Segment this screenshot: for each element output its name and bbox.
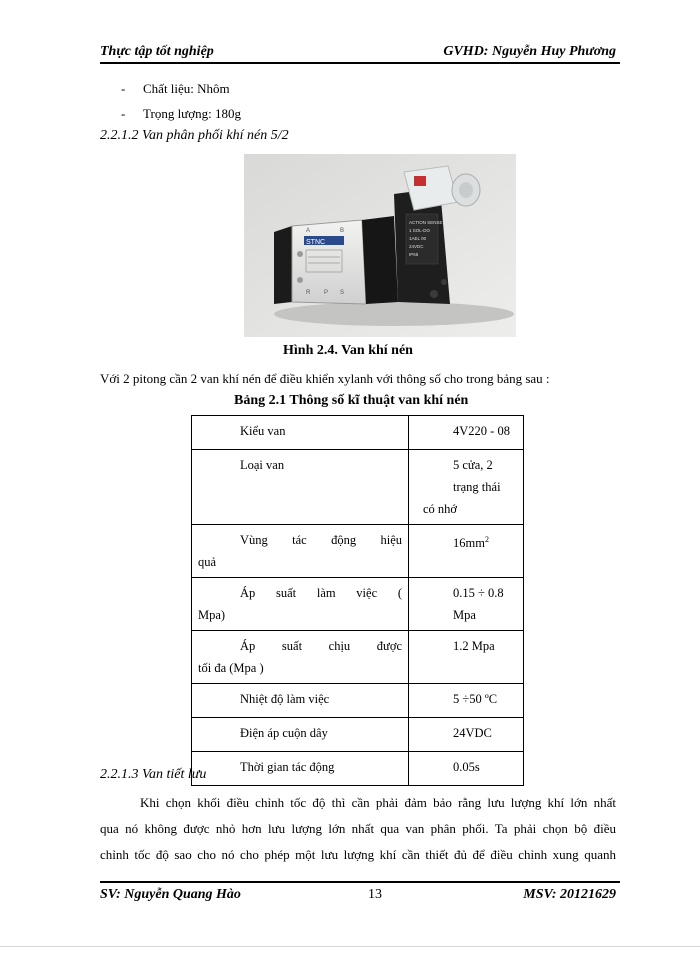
svg-text:R: R (306, 290, 311, 296)
table-row (192, 631, 524, 684)
list-item: - Trọng lượng: 180g (121, 106, 241, 121)
header-left: Thực tập tốt nghiệp (100, 44, 214, 59)
table-row (192, 450, 524, 525)
table-key: Áp suất làm việc ( Mpa) (192, 578, 409, 631)
table-value: 0.05s (409, 752, 524, 786)
table-row (192, 718, 524, 752)
table-value: 5 cửa, 2 trạng thái có nhớ (409, 450, 524, 525)
svg-text:S: S (340, 290, 345, 296)
svg-text:B: B (340, 228, 345, 234)
svg-text:1AEL 00: 1AEL 00 (409, 236, 427, 241)
table-key: Áp suất chịu được tối đa (Mpa ) (192, 631, 409, 684)
table-value: 4V220 - 08 (409, 416, 524, 450)
table-key: Điện áp cuộn dây (192, 718, 409, 752)
svg-text:A: A (306, 228, 311, 234)
spec-table (191, 415, 524, 786)
table-title: Bảng 2.1 Thông số kĩ thuật van khí nén (234, 393, 469, 408)
table-row (192, 578, 524, 631)
body-line: chỉnh tốc độ sao cho nó cho phép một lưu lượng khí cần thiết đủ để điều chỉnh xung quanh (100, 847, 616, 862)
figure-caption: Hình 2.4. Van khí nén (283, 343, 413, 358)
svg-text:1 SOL-DO: 1 SOL-DO (409, 228, 431, 233)
table-key: Thời gian tác động (192, 752, 409, 786)
table-row (192, 684, 524, 718)
table-key: Vùng tác động hiệu quả (192, 525, 409, 578)
footer-student: SV: Nguyễn Quang Hào (100, 887, 241, 902)
footer-rule (100, 881, 620, 883)
svg-text:ACTION SENSE: ACTION SENSE (409, 220, 443, 225)
table-key: Nhiệt độ làm việc (192, 684, 409, 718)
table-row (192, 416, 524, 450)
header-rule (100, 62, 620, 64)
table-row (192, 752, 524, 786)
page-number: 13 (368, 887, 382, 902)
table-value: $16mm^2$ (409, 525, 524, 578)
footer-student-id: MSV: 20121629 (523, 887, 616, 902)
list-item: - Chất liệu: Nhôm (121, 81, 230, 96)
table-value: 0.15 ÷ 0.8 Mpa (409, 578, 524, 631)
valve-photo (244, 154, 516, 337)
section-heading-throttle: 2.2.1.3 Van tiết lưu (100, 767, 207, 782)
table-value: 5 ÷50 ºC (409, 684, 524, 718)
table-key: Loại van (192, 450, 409, 525)
svg-text:24VDC: 24VDC (409, 244, 424, 249)
svg-text:P: P (324, 290, 329, 296)
brand-label: STNC (306, 239, 326, 246)
page-edge (0, 946, 700, 947)
intro-paragraph: Với 2 pitong cần 2 van khí nén để điều khiển xylanh với thông số cho trong bảng sau : (100, 371, 550, 386)
section-heading-valve: 2.2.1.2 Van phân phối khí nén 5/2 (100, 128, 289, 143)
table-value: 1.2 Mpa (409, 631, 524, 684)
body-line: qua nó không được nhỏ hơn lưu lượng lớn nhất qua van phân phối. Ta phải chọn bộ điều (100, 821, 616, 836)
table-row (192, 525, 524, 578)
table-value: 24VDC (409, 718, 524, 752)
table-key: Kiểu van (192, 416, 409, 450)
svg-text:IP65: IP65 (409, 252, 419, 257)
body-line: Khi chọn khối điều chỉnh tốc độ thì cần phải đảm bảo rằng lưu lượng khí lớn nhất (140, 795, 616, 810)
header-right: GVHD: Nguyễn Huy Phương (443, 44, 616, 59)
